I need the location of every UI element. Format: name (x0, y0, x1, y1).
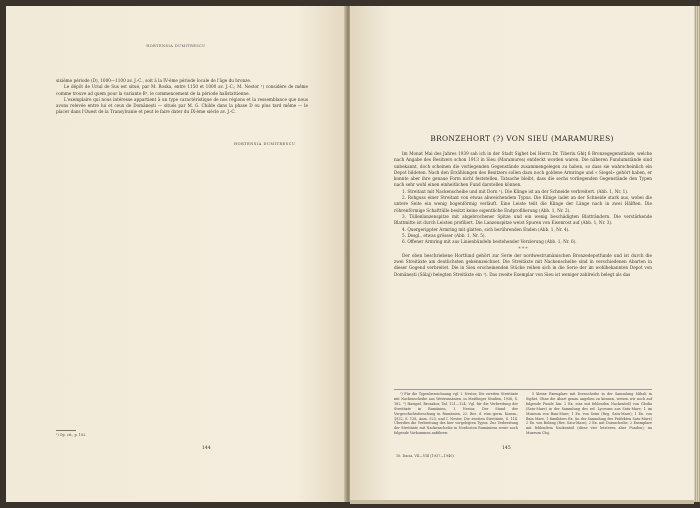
footnotes-column-right (526, 392, 652, 436)
list-item: 2. Rohguss einer Streitaxt von etwas abweichendem Typus. Die Klinge ladet an der Schneide stark aus, wobei die untere Seite ein wenig bogenförmig verläuft. Eine Leiste teilt die Klinge der Länge nach in zwei Hälften. Die röhrenförmige Schafttülle besitzt keine eigentliche Endprofilierung (Abb. 1, Nr. 2). (394, 195, 652, 213)
page-number: 145 (502, 446, 511, 451)
paragraph: sixième période (D), 1000—1100 av. J.-C., soit à la IV-ème période locale de l'âge du bronze. (56, 78, 252, 83)
list-item: 6. Offener Armring mit aus Linienbündeln bestehender Verzierung (Abb. 1, Nr. 6). (402, 239, 577, 245)
list-item: 1. Streitaxt mit Nackenscheibe und mit Dorn ¹). Die Klinge ist an der Schneide verbreitert. (Abb. 1, Nr. 1). (402, 188, 629, 194)
right-page (350, 6, 694, 502)
footnote: ¹) Op. cit., p. 102. (56, 433, 87, 437)
paragraph: Le dépôt de Uriul de Sus est situé, par M. Roska, entre 1150 et 1000 av. J.-C.; M. Nestor ¹) considère de même comme trouve ad quem pour la variante B², le commencement de la période hallstattienne. (56, 84, 308, 96)
left-body-text (56, 78, 308, 116)
page-edge-bottom (350, 500, 694, 504)
footnote-rule (56, 430, 76, 431)
section-separator: * * * (518, 246, 528, 252)
right-body-text (394, 151, 652, 278)
page-edge (694, 6, 700, 502)
list-item: 3. Tüllenlanzenspitze mit abgebrochener Spitze und ein wenig beschädigten Blatträndern. Die verstärkende Blattmitte ist durch Leisten profiliert. Die Lanzenspitze weist Spuren von Eisenrost auf (Abb. 1, Nr. 3). (394, 213, 652, 226)
footnote: 5 kleine Exemplare mit Dornscheibe in der Sammlung Mihali in Sighet. Ohne die Abart genau angeben zu können, weisen wir noch auf folgende Funde hin: 2 Ex. eins mit fehlenden Nackenteil) von Glodia (Satu-Mare) in der Sammlung des ref. Lyceums aus Satu-Mare; 1 im Museum von Baia-Mare; 1 Ex. von Seini (Reg. Satu-Mare); 1 Ex. von Baia Mare, 1 familiäres Ex. (in der Sammlung des Präfekten Satu-Mare) 2 Ex. von Bobing (Rev. Satu-Mare), 2 Ex. mit Dornscheibe, 2 Exemplare mit fehlendem Nackenteil (diese vier letzteren aber Funden); im Museum Cluj. (526, 392, 652, 436)
list-item: 4. Quergerippter Armring mit glatten, sich berührenden Enden (Abb. 1, Nr. 4). (402, 226, 570, 232)
signature: HORTENSIA DUMITRESCU (234, 142, 296, 146)
issue-note: 10. Dacia, VII—VIII (1937—1940). (396, 454, 455, 458)
paragraph: L'exemplaire qui nous intéresse appartient à un type caractéristique de nos régions et la ressemblance que nous avons relevée entre lui et ceux de Domănești — situés par M. G. Childe dans la phase D ou plus tard même — le placer dans l'Ouest de la Transylvanie et peut le faire dater du IX-ème siècle av. J.-C. (56, 96, 308, 115)
paragraph: Der oben beschriebene Hortfund gehört zur Serie der nordwestrumänischen Bronzedepotfunde und ist durch die zwei Streitäxte am deutlichsten gekennzeichnet. Die Streitäxte mit Nackenscheibe sind in verschiedenen Abarten in dieser Gegend verbreitet. Die in Sieu erscheinenden Stücke reihen sich in die Serie der im wohlbekannten Depot von Domănești (Sălaj) belegten Streitäxte ein ²). Das zweite Exemplar von Sieu ist weniger zahlreich belegt als das (394, 252, 652, 277)
running-head: HORTENSIA DUMITRESCU (146, 44, 206, 48)
left-page (6, 6, 346, 502)
footnote: ¹) Für die Typenbezeichnung vgl. I. Nestor, Die zweiten Streitäxte mit Nackenscheibe aus Westrumänien, in Mattheger Studien, 1936, S. 182. ²) Hampel, Bronzkor, Taf. 121—124; Vgl. für die Verbreitung der Streitäxte in Rumänien, I. Nestor, Der Stand der Vorgeschichtsforschung in Rumänien, 22. Ber. d. röm.-germ. Komm., 1932, S. 128, Anm. 523, und I. Nestor, Die zweiten Streitäxte, S. 114. Überdies die Verbreitung des hier vorgelegten Typus. Zur Verbreitung der Streitäxte mit Nackenscheibe in Nordosten Rumäniens sowie noch folgende Vorkommen anführen: (394, 392, 518, 436)
footnotes-column-left (394, 392, 518, 436)
article-title: BRONZEHORT (?) VON SIEU (MARAMURES) (430, 134, 614, 143)
list-item: 5. Desgl., etwas grösser (Abb. 1, Nr. 5). (402, 232, 486, 238)
page-number: 144 (202, 446, 211, 451)
paragraph: Im Monat Mai des Jahres 1939 sah ich in der Stadt Sighet bei Herrn Dr. Tiberiu Ghiţ 6 Bronzegegenstände, welche nach Angabe des Besitzers schon 1913 in Sieu (Maramureș) entdeckt worden waren. Die näheren Fundumstände sind unbekannt, doch scheinen die vorliegenden Gegenstände zusammengelegen zu haben, so dass sie wahrscheinlich ein Depot bildeten. Nach den Erzählungen des Besitzers sollen dazu noch goldene Armringe und « Siegel» gehört haben, er konnte aber ihre genaue Form nicht feststellen. Tatsache bleibt, dass die sechs vorliegenden Gegenstände den Typen nach sehr wohl einen einheitlichen Fund darstellen können. (394, 151, 652, 188)
